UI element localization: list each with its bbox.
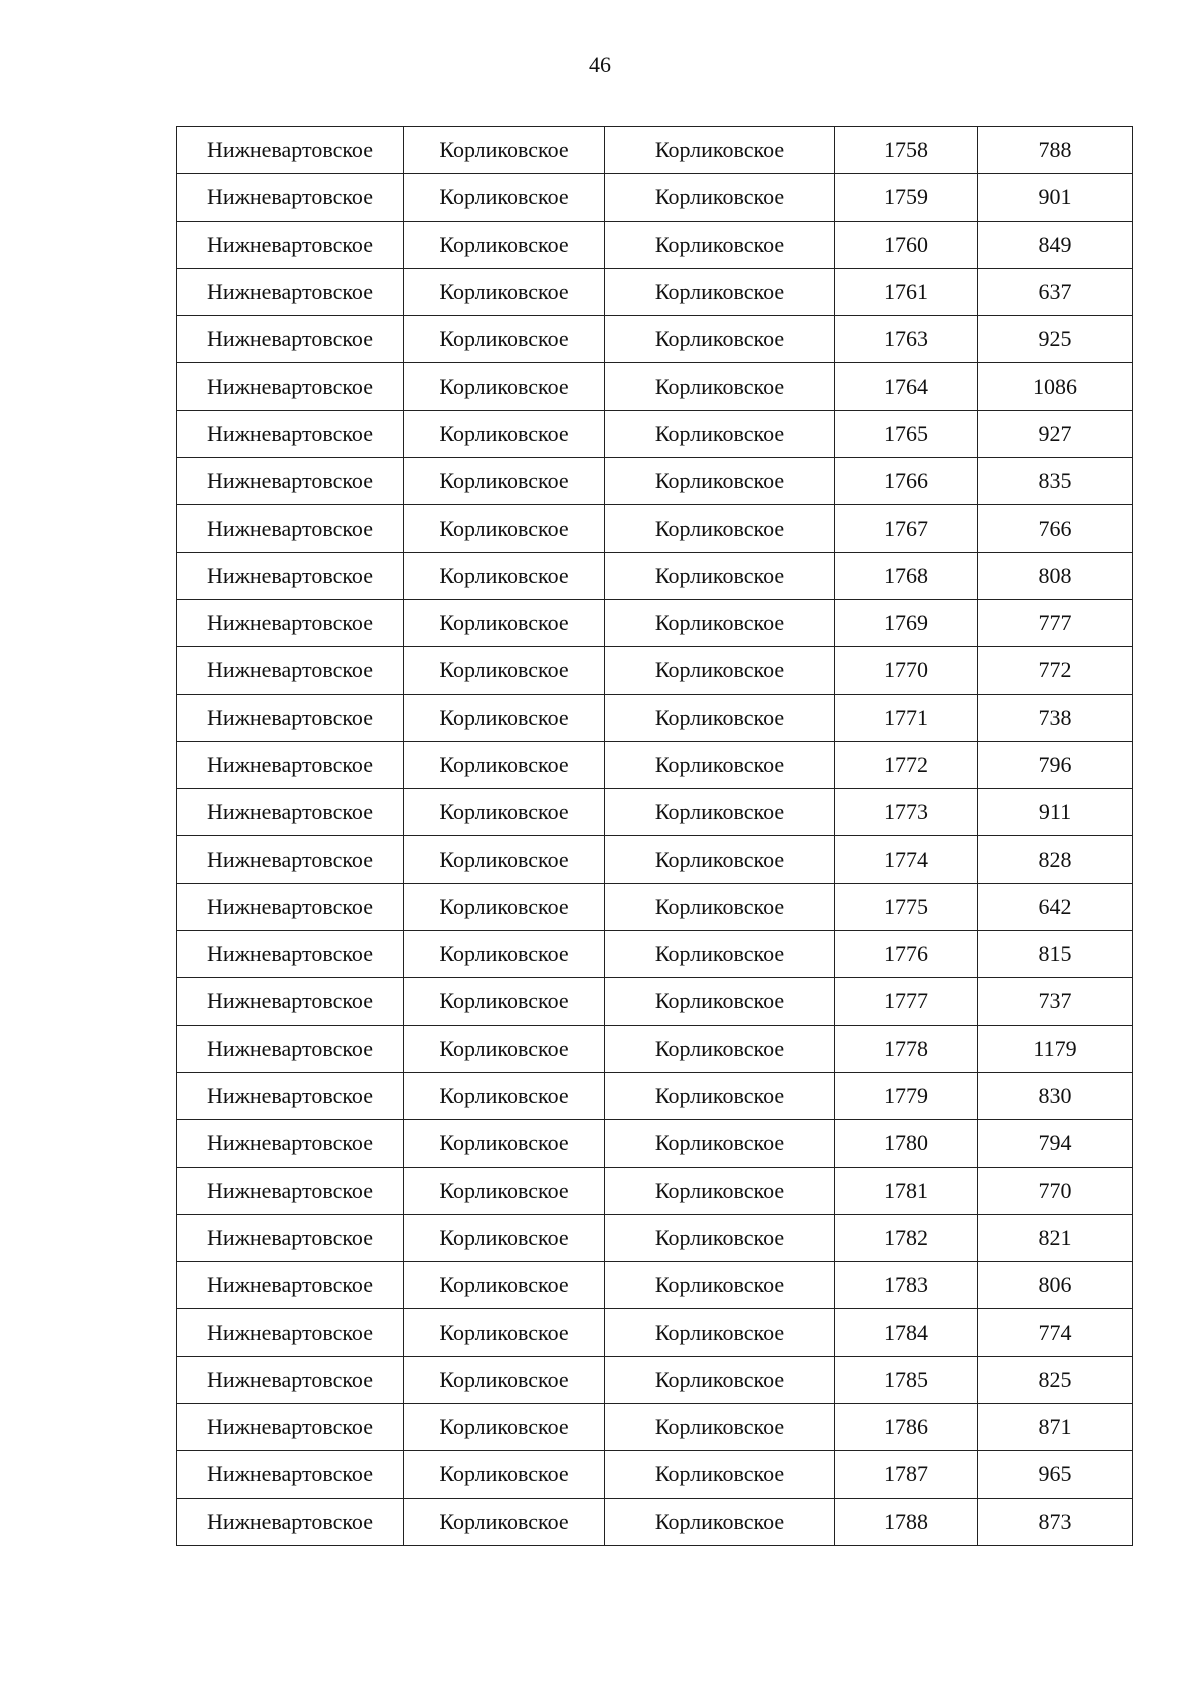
field-cell: Корликовское (404, 316, 605, 363)
deposit-cell: Корликовское (605, 1025, 835, 1072)
value-cell: 825 (978, 1356, 1133, 1403)
number-cell: 1783 (835, 1262, 978, 1309)
number-cell: 1779 (835, 1072, 978, 1119)
number-cell: 1784 (835, 1309, 978, 1356)
number-cell: 1765 (835, 410, 978, 457)
deposit-cell: Корликовское (605, 127, 835, 174)
table-row (177, 883, 1133, 930)
value-cell: 873 (978, 1498, 1133, 1545)
number-cell: 1773 (835, 789, 978, 836)
number-cell: 1764 (835, 363, 978, 410)
table-row (177, 789, 1133, 836)
field-cell: Корликовское (404, 268, 605, 315)
table-row (177, 174, 1133, 221)
table-row (177, 410, 1133, 457)
deposit-cell: Корликовское (605, 505, 835, 552)
deposit-cell: Корликовское (605, 363, 835, 410)
region-cell: Нижневартовское (177, 552, 404, 599)
value-cell: 796 (978, 741, 1133, 788)
deposit-cell: Корликовское (605, 1451, 835, 1498)
region-cell: Нижневартовское (177, 599, 404, 646)
table-row (177, 363, 1133, 410)
value-cell: 849 (978, 221, 1133, 268)
deposit-cell: Корликовское (605, 1072, 835, 1119)
value-cell: 766 (978, 505, 1133, 552)
deposit-cell: Корликовское (605, 789, 835, 836)
field-cell: Корликовское (404, 363, 605, 410)
number-cell: 1788 (835, 1498, 978, 1545)
table-row (177, 978, 1133, 1025)
field-cell: Корликовское (404, 789, 605, 836)
value-cell: 770 (978, 1167, 1133, 1214)
field-cell: Корликовское (404, 694, 605, 741)
deposit-cell: Корликовское (605, 1262, 835, 1309)
number-cell: 1777 (835, 978, 978, 1025)
value-cell: 1086 (978, 363, 1133, 410)
number-cell: 1760 (835, 221, 978, 268)
field-cell: Корликовское (404, 1404, 605, 1451)
deposit-cell: Корликовское (605, 599, 835, 646)
table-row (177, 694, 1133, 741)
field-cell: Корликовское (404, 931, 605, 978)
deposit-cell: Корликовское (605, 458, 835, 505)
deposit-cell: Корликовское (605, 931, 835, 978)
deposit-cell: Корликовское (605, 1356, 835, 1403)
table-row (177, 647, 1133, 694)
number-cell: 1763 (835, 316, 978, 363)
deposit-cell: Корликовское (605, 268, 835, 315)
number-cell: 1776 (835, 931, 978, 978)
table-row (177, 552, 1133, 599)
value-cell: 871 (978, 1404, 1133, 1451)
table-row (177, 599, 1133, 646)
deposit-cell: Корликовское (605, 1309, 835, 1356)
table-row (177, 458, 1133, 505)
deposit-cell: Корликовское (605, 552, 835, 599)
table-row (177, 127, 1133, 174)
table-row (177, 1356, 1133, 1403)
region-cell: Нижневартовское (177, 931, 404, 978)
deposit-cell: Корликовское (605, 1498, 835, 1545)
region-cell: Нижневартовское (177, 1309, 404, 1356)
value-cell: 738 (978, 694, 1133, 741)
field-cell: Корликовское (404, 458, 605, 505)
data-table (176, 126, 1133, 1546)
field-cell: Корликовское (404, 741, 605, 788)
region-cell: Нижневартовское (177, 174, 404, 221)
value-cell: 815 (978, 931, 1133, 978)
field-cell: Корликовское (404, 1072, 605, 1119)
field-cell: Корликовское (404, 883, 605, 930)
value-cell: 794 (978, 1120, 1133, 1167)
region-cell: Нижневартовское (177, 363, 404, 410)
field-cell: Корликовское (404, 647, 605, 694)
deposit-cell: Корликовское (605, 978, 835, 1025)
number-cell: 1768 (835, 552, 978, 599)
number-cell: 1766 (835, 458, 978, 505)
region-cell: Нижневартовское (177, 1072, 404, 1119)
value-cell: 806 (978, 1262, 1133, 1309)
field-cell: Корликовское (404, 505, 605, 552)
table-row (177, 1072, 1133, 1119)
region-cell: Нижневартовское (177, 268, 404, 315)
deposit-cell: Корликовское (605, 741, 835, 788)
value-cell: 927 (978, 410, 1133, 457)
value-cell: 830 (978, 1072, 1133, 1119)
number-cell: 1769 (835, 599, 978, 646)
table-row (177, 316, 1133, 363)
field-cell: Корликовское (404, 1498, 605, 1545)
value-cell: 901 (978, 174, 1133, 221)
table-row (177, 1120, 1133, 1167)
deposit-cell: Корликовское (605, 1120, 835, 1167)
value-cell: 774 (978, 1309, 1133, 1356)
value-cell: 737 (978, 978, 1133, 1025)
region-cell: Нижневартовское (177, 1451, 404, 1498)
table-row (177, 1451, 1133, 1498)
region-cell: Нижневартовское (177, 1356, 404, 1403)
region-cell: Нижневартовское (177, 1262, 404, 1309)
table-row (177, 741, 1133, 788)
region-cell: Нижневартовское (177, 647, 404, 694)
deposit-cell: Корликовское (605, 174, 835, 221)
table-row (177, 836, 1133, 883)
region-cell: Нижневартовское (177, 458, 404, 505)
field-cell: Корликовское (404, 1451, 605, 1498)
region-cell: Нижневартовское (177, 127, 404, 174)
number-cell: 1778 (835, 1025, 978, 1072)
table-row (177, 268, 1133, 315)
value-cell: 808 (978, 552, 1133, 599)
field-cell: Корликовское (404, 1214, 605, 1261)
deposit-cell: Корликовское (605, 1214, 835, 1261)
deposit-cell: Корликовское (605, 694, 835, 741)
value-cell: 965 (978, 1451, 1133, 1498)
number-cell: 1758 (835, 127, 978, 174)
region-cell: Нижневартовское (177, 1404, 404, 1451)
region-cell: Нижневартовское (177, 741, 404, 788)
value-cell: 637 (978, 268, 1133, 315)
region-cell: Нижневартовское (177, 1498, 404, 1545)
field-cell: Корликовское (404, 599, 605, 646)
deposit-cell: Корликовское (605, 647, 835, 694)
number-cell: 1770 (835, 647, 978, 694)
table-row (177, 221, 1133, 268)
value-cell: 925 (978, 316, 1133, 363)
deposit-cell: Корликовское (605, 1167, 835, 1214)
number-cell: 1775 (835, 883, 978, 930)
field-cell: Корликовское (404, 1262, 605, 1309)
region-cell: Нижневартовское (177, 1120, 404, 1167)
table-body (177, 127, 1133, 1546)
number-cell: 1782 (835, 1214, 978, 1261)
number-cell: 1786 (835, 1404, 978, 1451)
region-cell: Нижневартовское (177, 1214, 404, 1261)
number-cell: 1767 (835, 505, 978, 552)
table-row (177, 931, 1133, 978)
field-cell: Корликовское (404, 552, 605, 599)
field-cell: Корликовское (404, 978, 605, 1025)
value-cell: 777 (978, 599, 1133, 646)
field-cell: Корликовское (404, 1120, 605, 1167)
field-cell: Корликовское (404, 127, 605, 174)
table-row (177, 1214, 1133, 1261)
deposit-cell: Корликовское (605, 1404, 835, 1451)
value-cell: 642 (978, 883, 1133, 930)
deposit-cell: Корликовское (605, 316, 835, 363)
table-row (177, 1025, 1133, 1072)
region-cell: Нижневартовское (177, 221, 404, 268)
deposit-cell: Корликовское (605, 883, 835, 930)
value-cell: 788 (978, 127, 1133, 174)
region-cell: Нижневартовское (177, 883, 404, 930)
value-cell: 911 (978, 789, 1133, 836)
value-cell: 828 (978, 836, 1133, 883)
field-cell: Корликовское (404, 1356, 605, 1403)
region-cell: Нижневартовское (177, 505, 404, 552)
table-row (177, 505, 1133, 552)
region-cell: Нижневартовское (177, 410, 404, 457)
number-cell: 1772 (835, 741, 978, 788)
region-cell: Нижневартовское (177, 836, 404, 883)
number-cell: 1759 (835, 174, 978, 221)
region-cell: Нижневартовское (177, 316, 404, 363)
number-cell: 1787 (835, 1451, 978, 1498)
deposit-cell: Корликовское (605, 221, 835, 268)
field-cell: Корликовское (404, 1167, 605, 1214)
value-cell: 772 (978, 647, 1133, 694)
region-cell: Нижневартовское (177, 1025, 404, 1072)
field-cell: Корликовское (404, 410, 605, 457)
region-cell: Нижневартовское (177, 694, 404, 741)
field-cell: Корликовское (404, 1025, 605, 1072)
region-cell: Нижневартовское (177, 1167, 404, 1214)
number-cell: 1785 (835, 1356, 978, 1403)
deposit-cell: Корликовское (605, 410, 835, 457)
value-cell: 821 (978, 1214, 1133, 1261)
number-cell: 1761 (835, 268, 978, 315)
number-cell: 1771 (835, 694, 978, 741)
field-cell: Корликовское (404, 174, 605, 221)
table-row (177, 1498, 1133, 1545)
region-cell: Нижневартовское (177, 978, 404, 1025)
number-cell: 1781 (835, 1167, 978, 1214)
field-cell: Корликовское (404, 1309, 605, 1356)
number-cell: 1774 (835, 836, 978, 883)
table-row (177, 1167, 1133, 1214)
number-cell: 1780 (835, 1120, 978, 1167)
table-row (177, 1262, 1133, 1309)
region-cell: Нижневартовское (177, 789, 404, 836)
field-cell: Корликовское (404, 221, 605, 268)
value-cell: 835 (978, 458, 1133, 505)
page-number: 46 (589, 52, 611, 77)
field-cell: Корликовское (404, 836, 605, 883)
table-row (177, 1404, 1133, 1451)
deposit-cell: Корликовское (605, 836, 835, 883)
value-cell: 1179 (978, 1025, 1133, 1072)
table-row (177, 1309, 1133, 1356)
